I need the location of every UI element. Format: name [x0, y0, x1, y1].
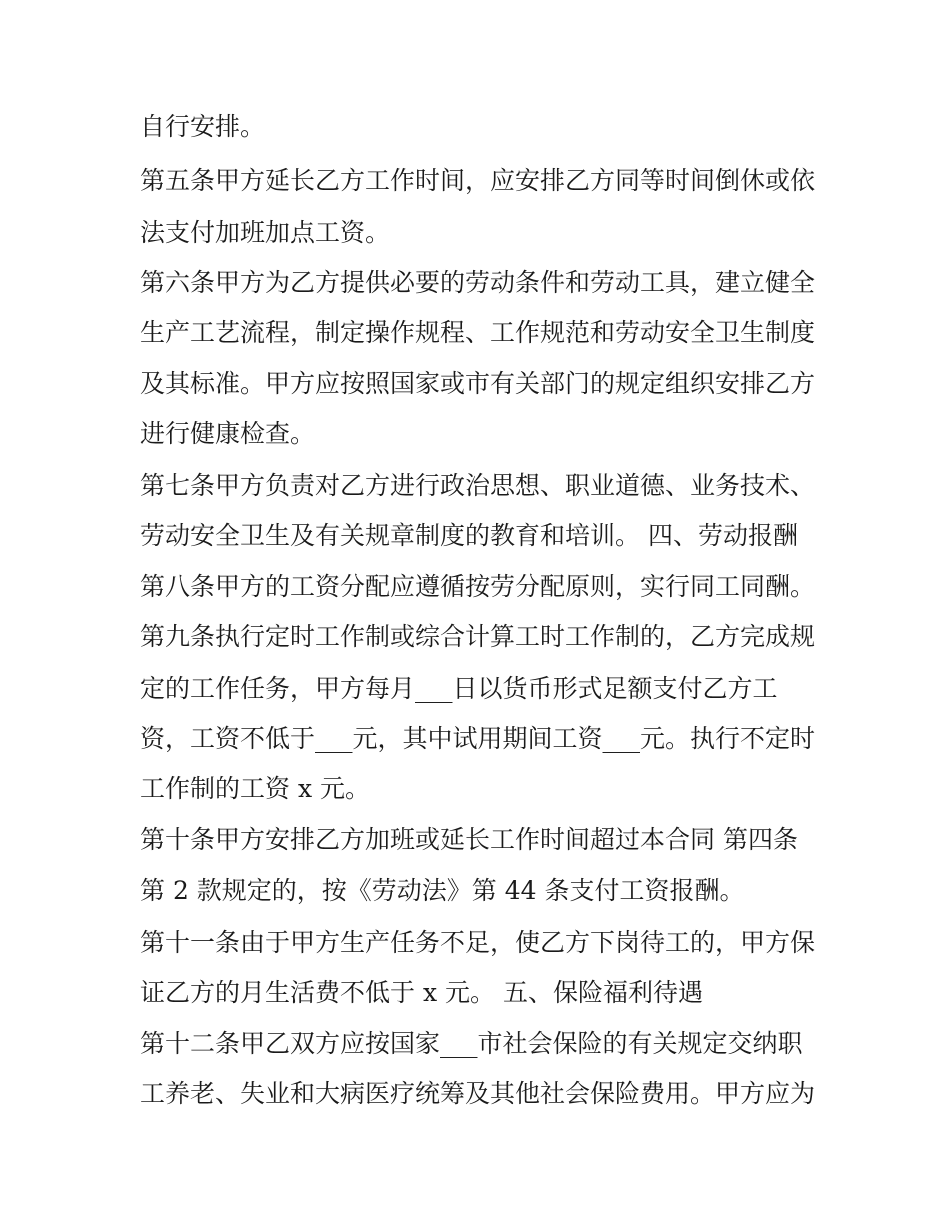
text-line: 劳动安全卫生及有关规章制度的教育和培训。 四、劳动报酬	[140, 521, 798, 550]
text-line: 工养老、失业和大病医疗统筹及其他社会保险费用。甲方应为	[140, 1079, 816, 1108]
text-line: 第十二条甲乙双方应按国家___市社会保险的有关规定交纳职	[140, 1029, 803, 1058]
text-line: 第五条甲方延长乙方工作时间，应安排乙方同等时间倒休或依	[140, 166, 816, 195]
text-line: 第八条甲方的工资分配应遵循按劳分配原则，实行同工同酬。	[140, 572, 816, 601]
text-line: 生产工艺流程，制定操作规程、工作规范和劳动安全卫生制度	[140, 318, 816, 347]
text-line: 第七条甲方负责对乙方进行政治思想、职业道德、业务技术、	[140, 471, 816, 500]
text-line: 第九条执行定时工作制或综合计算工时工作制的，乙方完成规	[140, 622, 816, 651]
text-line: 第十一条由于甲方生产任务不足，使乙方下岗待工的，甲方保	[140, 928, 816, 957]
text-line: 自行安排。	[140, 112, 266, 141]
text-line: 资，工资不低于___元，其中试用期间工资___元。执行不定时	[140, 724, 816, 753]
text-line: 进行健康检查。	[140, 419, 316, 448]
text-line: 第 2 款规定的，按《劳动法》第 44 条支付工资报酬。	[140, 876, 745, 905]
text-line: 第十条甲方安排乙方加班或延长工作时间超过本合同 第四条	[140, 825, 798, 854]
text-line: 及其标准。甲方应按照国家或市有关部门的规定组织安排乙方	[140, 369, 816, 398]
text-line: 第六条甲方为乙方提供必要的劳动条件和劳动工具，建立健全	[140, 268, 816, 297]
text-line: 定的工作任务，甲方每月___日以货币形式足额支付乙方工	[140, 674, 778, 703]
text-line: 法支付加班加点工资。	[140, 218, 391, 247]
text-line: 证乙方的月生活费不低于 x 元。 五、保险福利待遇	[140, 978, 703, 1007]
text-line: 工作制的工资 x 元。	[140, 774, 370, 803]
